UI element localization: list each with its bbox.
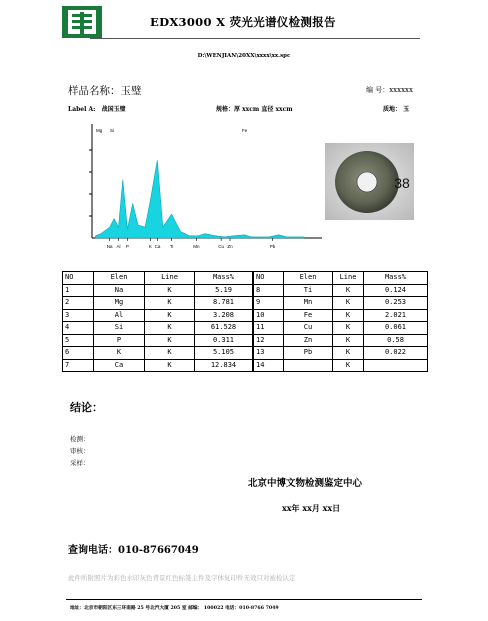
table-cell: NO [253, 272, 284, 285]
table-cell: 2.021 [364, 309, 428, 322]
table-cell: 5 [63, 334, 94, 347]
table-cell: P [94, 334, 145, 347]
table-cell: Mass% [195, 272, 254, 285]
table-cell: Ca [94, 359, 145, 372]
table-cell: K [145, 347, 195, 360]
signature-block [70, 433, 90, 469]
table-header-row [63, 272, 428, 285]
results-table [62, 271, 428, 372]
peak-label: Mg [96, 128, 103, 133]
table-cell [284, 359, 333, 372]
x-tick-label: Pb [269, 244, 276, 249]
table-cell: 7 [63, 359, 94, 372]
table-cell: 61.528 [195, 322, 254, 335]
table-cell: K [333, 359, 364, 372]
table-cell: K [94, 347, 145, 360]
x-tick-label: Mn [193, 244, 200, 249]
material-value: 玉 [403, 106, 410, 113]
table-cell: Fe [284, 309, 333, 322]
report-title: EDX3000 X 荧光光谱仪检测报告 [150, 15, 336, 29]
logo-icon [60, 6, 104, 38]
issuer-center: 北京中博文物检测鉴定中心 [248, 478, 363, 489]
table-cell: Mg [94, 297, 145, 310]
table-cell: Line [145, 272, 195, 285]
peak-label: Si [110, 128, 115, 133]
sample-photo [325, 143, 414, 220]
table-cell: Pb [284, 347, 333, 360]
table-cell: 0.022 [364, 347, 428, 360]
table-cell: K [145, 284, 195, 297]
table-cell: 6 [63, 347, 94, 360]
table-cell: Al [94, 309, 145, 322]
spec [216, 104, 293, 113]
table-row [63, 284, 428, 297]
signature-reviewer: 审核： [70, 447, 90, 455]
sample-name-label: 样品名称： [68, 85, 121, 97]
table-cell: Mn [284, 297, 333, 310]
table-cell: 0.311 [195, 334, 254, 347]
table-row [63, 347, 428, 360]
table-cell: K [333, 347, 364, 360]
spec-value: 厚 xxcm 直径 xxcm [234, 106, 293, 113]
table-cell: K [333, 309, 364, 322]
table-cell: 3 [63, 309, 94, 322]
table-cell: K [145, 359, 195, 372]
table-cell: Elen [94, 272, 145, 285]
table-cell: 4 [63, 322, 94, 335]
table-row [63, 297, 428, 310]
footer-address: 地址：北京市朝阳区东三环南路 25 号北汽大厦 205 室 邮编： 100022 电话：010-8766 7049 [70, 606, 279, 611]
table-cell: Zn [284, 334, 333, 347]
table-row [63, 322, 428, 335]
table-cell: 12.834 [195, 359, 254, 372]
sample-number-label: 编 号： [366, 86, 390, 94]
file-path: D:\WENJIAN\20XX\xxxx\xx.spc [197, 53, 291, 59]
sample-number [366, 85, 413, 95]
footer-divider [66, 599, 422, 600]
table-cell: K [145, 322, 195, 335]
table-cell: Ti [284, 284, 333, 297]
label-a [68, 104, 126, 113]
sample-name [68, 83, 142, 98]
table-cell: 0.061 [364, 322, 428, 335]
table-cell: 1 [63, 284, 94, 297]
table-cell: 9 [253, 297, 284, 310]
sample-number-value: xxxxxx [389, 86, 413, 94]
table-cell: K [333, 284, 364, 297]
x-tick-label: K [148, 244, 152, 249]
table-cell: Si [94, 322, 145, 335]
x-tick-label: Al [116, 244, 121, 249]
xrf-spectrum-chart [82, 120, 324, 260]
signature-sampler: 采样： [70, 459, 90, 467]
table-cell: 5.19 [195, 284, 254, 297]
table-cell: Line [333, 272, 364, 285]
table-cell: Elen [284, 272, 333, 285]
material [383, 104, 409, 113]
table-row [63, 359, 428, 372]
issue-date: xx年 xx月 xx日 [282, 503, 341, 513]
x-tick-label: Na [106, 244, 113, 249]
table-cell [364, 359, 428, 372]
table-cell: K [333, 297, 364, 310]
table-cell: 0.253 [364, 297, 428, 310]
table-cell: 12 [253, 334, 284, 347]
table-cell: Cu [284, 322, 333, 335]
table-cell: K [145, 309, 195, 322]
table-cell: 0.58 [364, 334, 428, 347]
photo-label: 38 [394, 175, 410, 191]
peak-label: Fe [242, 128, 248, 133]
x-tick-label: P [125, 244, 129, 249]
table-cell: Na [94, 284, 145, 297]
x-tick-label: Cu [218, 244, 225, 249]
table-cell: Mass% [364, 272, 428, 285]
table-cell: 14 [253, 359, 284, 372]
spectrum-series [96, 160, 305, 238]
sample-name-value: 玉璧 [120, 85, 142, 97]
table-cell: 10 [253, 309, 284, 322]
header-divider [90, 38, 420, 39]
table-cell: 3.208 [195, 309, 254, 322]
table-cell: 2 [63, 297, 94, 310]
table-cell: 5.105 [195, 347, 254, 360]
table-cell: 13 [253, 347, 284, 360]
table-cell: K [145, 334, 195, 347]
signature-inspector: 检测： [70, 435, 90, 443]
spec-label: 规格： [216, 106, 235, 113]
contact-phone: 查询电话：010-87667049 [68, 545, 199, 556]
table-row [63, 309, 428, 322]
table-cell: 8.781 [195, 297, 254, 310]
conclusion-label: 结论： [70, 401, 103, 414]
disclaimer: 此件所附照片为彩色水印灰色背景红色标签主件及字体复印件无效只对被检认定 [68, 574, 296, 582]
table-cell: 0.124 [364, 284, 428, 297]
table-cell: NO [63, 272, 94, 285]
label-a-label: Label A: [68, 106, 96, 113]
table-cell: K [145, 297, 195, 310]
table-cell: 11 [253, 322, 284, 335]
table-cell: K [333, 322, 364, 335]
label-a-value: 战国玉璧 [101, 106, 126, 113]
table-cell: K [333, 334, 364, 347]
x-tick-label: Zn [227, 244, 233, 249]
x-tick-label: Ca [154, 244, 161, 249]
material-label: 质地： [383, 106, 402, 113]
table-row [63, 334, 428, 347]
x-tick-label: Ti [169, 244, 174, 249]
table-cell: 8 [253, 284, 284, 297]
